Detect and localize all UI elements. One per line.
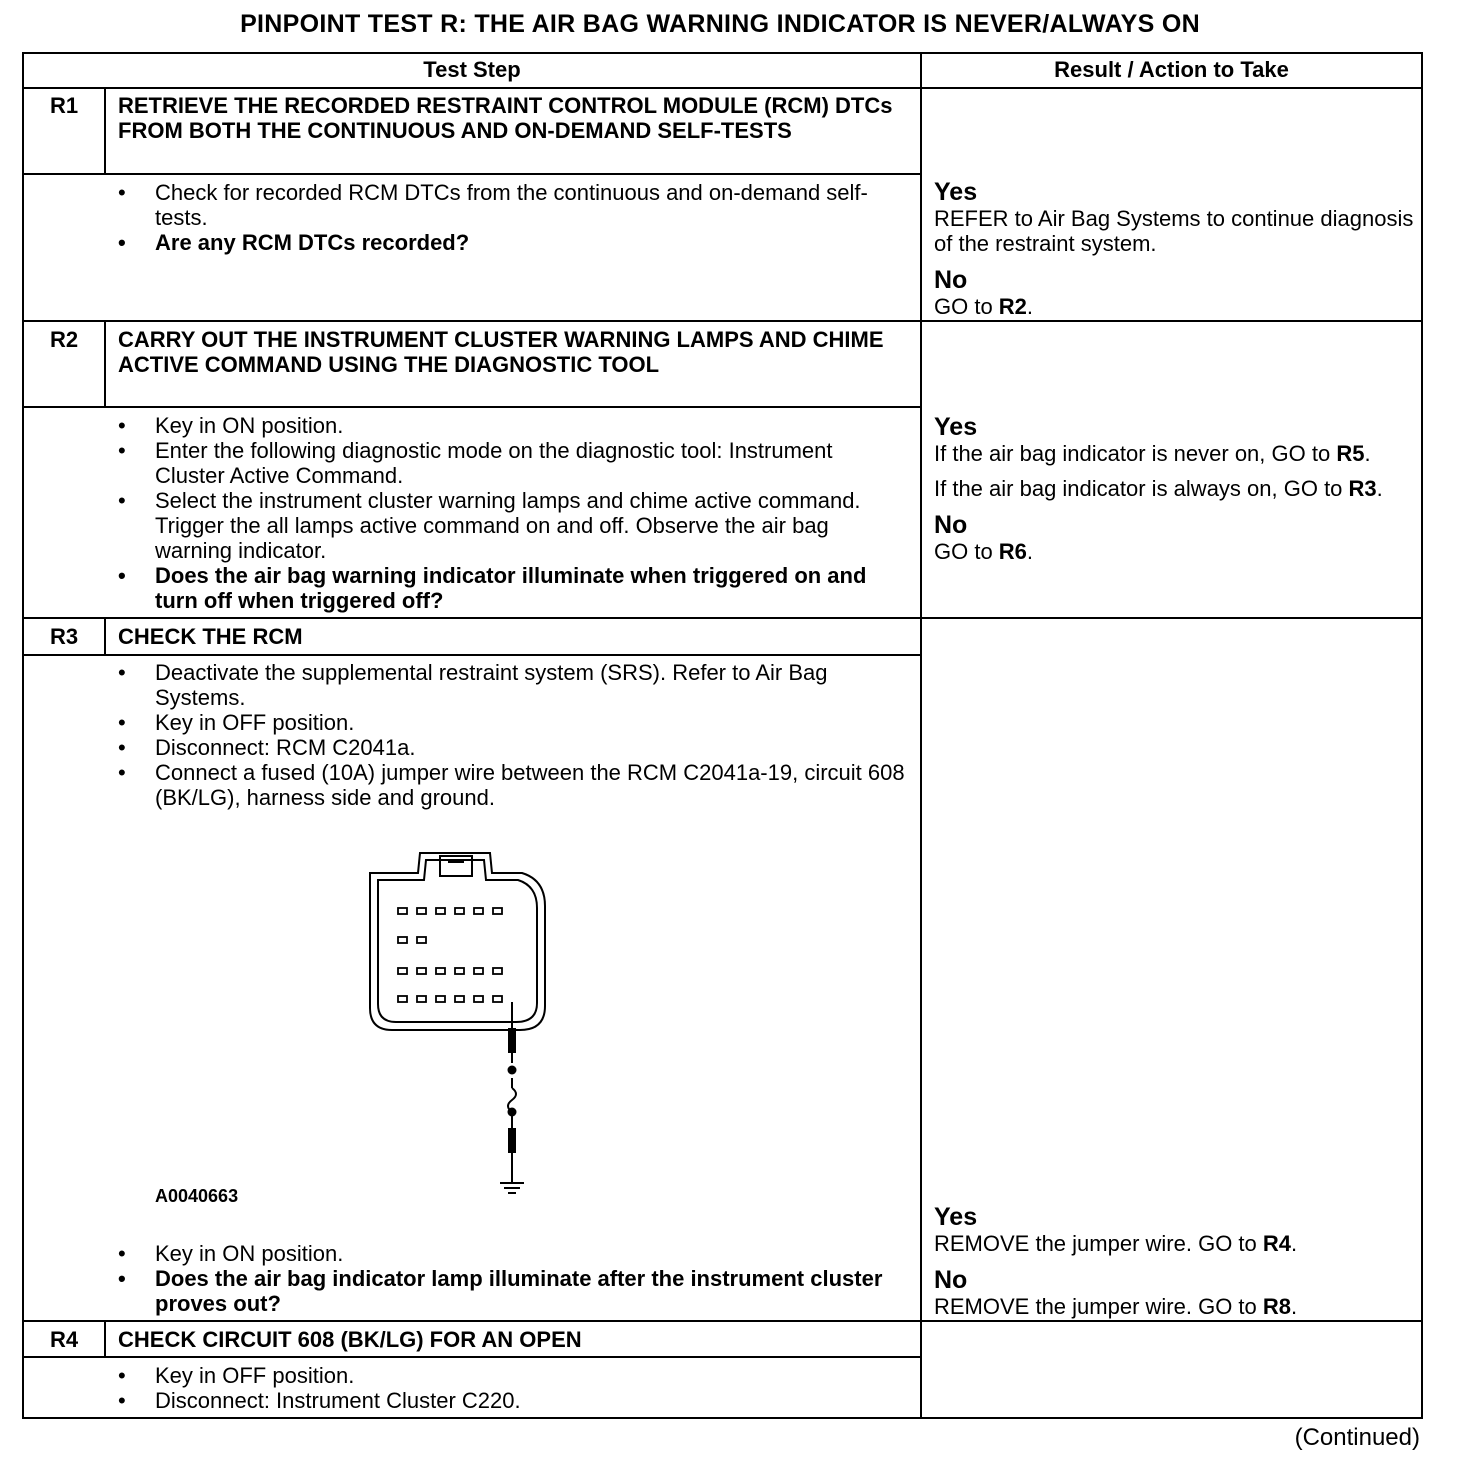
step-title-divider bbox=[22, 654, 922, 656]
step-divider bbox=[22, 1320, 1423, 1322]
step-link-r3[interactable]: R3 bbox=[1348, 476, 1377, 501]
bullet-question: • Does the air bag warning indicator illuminate when triggered on and turn off when triggered off? bbox=[118, 563, 908, 613]
bullet-item: • Key in OFF position. bbox=[118, 710, 908, 735]
bullet-item: • Key in ON position. bbox=[118, 1241, 908, 1266]
no-action: GO to R6. bbox=[934, 539, 1034, 564]
id-divider bbox=[104, 617, 106, 655]
step-title: CARRY OUT THE INSTRUMENT CLUSTER WARNING LAMPS AND CHIME ACTIVE COMMAND USING THE DIAGNOSTIC TOOL bbox=[118, 327, 884, 377]
no-action: GO to R2. bbox=[934, 294, 1034, 319]
yes-label: Yes bbox=[934, 413, 978, 441]
column-divider bbox=[920, 52, 922, 1419]
bullet-item: • Key in ON position. bbox=[118, 413, 908, 438]
step-bullets-2 bbox=[118, 1241, 908, 1316]
no-action: REMOVE the jumper wire. GO to R8. bbox=[934, 1294, 1298, 1319]
bullet-item: • Disconnect: Instrument Cluster C220. bbox=[118, 1388, 908, 1413]
step-title-divider bbox=[22, 1356, 922, 1358]
step-title-divider bbox=[22, 173, 922, 175]
yes-action-1: If the air bag indicator is never on, GO to R5. bbox=[934, 441, 1371, 466]
page-title: PINPOINT TEST R: THE AIR BAG WARNING INDICATOR IS NEVER/ALWAYS ON bbox=[240, 10, 1200, 38]
step-bullets bbox=[118, 1363, 908, 1413]
step-id: R2 bbox=[49, 327, 79, 352]
step-link-r4[interactable]: R4 bbox=[1262, 1231, 1291, 1256]
bullet-item: • Enter the following diagnostic mode on the diagnostic tool: Instrument Cluster Active Command. bbox=[118, 438, 908, 488]
no-label: No bbox=[934, 511, 968, 539]
id-divider bbox=[104, 87, 106, 174]
header-result: Result / Action to Take bbox=[1054, 57, 1289, 82]
step-result bbox=[934, 1203, 1419, 1319]
step-divider bbox=[22, 320, 1423, 322]
step-result bbox=[934, 413, 1419, 564]
step-title-divider bbox=[22, 406, 922, 408]
step-divider bbox=[22, 617, 1423, 619]
step-link-r2[interactable]: R2 bbox=[998, 294, 1027, 319]
no-label: No bbox=[934, 266, 968, 294]
connector-jumper-diagram bbox=[340, 848, 570, 1203]
step-id: R1 bbox=[49, 93, 79, 118]
header-divider bbox=[22, 87, 1423, 89]
step-bullets bbox=[118, 413, 908, 613]
yes-action: REFER to Air Bag Systems to continue diagnosis of the restraint system. bbox=[934, 206, 1414, 256]
bullet-question: • Does the air bag indicator lamp illuminate after the instrument cluster proves out? bbox=[118, 1266, 908, 1316]
bullet-item: • Disconnect: RCM C2041a. bbox=[118, 735, 908, 760]
header-test-step: Test Step bbox=[423, 57, 521, 82]
step-id: R3 bbox=[49, 624, 79, 649]
continued-note: (Continued) bbox=[1294, 1424, 1420, 1451]
id-divider bbox=[104, 1320, 106, 1358]
step-id: R4 bbox=[49, 1327, 79, 1352]
bullet-item: • Select the instrument cluster warning lamps and chime active command. Trigger the all lamps active command on and off. Observe the air bag warning indicator. bbox=[118, 488, 908, 563]
step-bullets bbox=[118, 180, 908, 255]
yes-action: REMOVE the jumper wire. GO to R4. bbox=[934, 1231, 1298, 1256]
bullet-question: • Are any RCM DTCs recorded? bbox=[118, 230, 908, 255]
bullet-item: • Check for recorded RCM DTCs from the continuous and on-demand self-tests. bbox=[118, 180, 908, 230]
yes-label: Yes bbox=[934, 178, 978, 206]
step-link-r6[interactable]: R6 bbox=[998, 539, 1027, 564]
step-title: CHECK THE RCM bbox=[118, 624, 303, 649]
bullet-item: • Key in OFF position. bbox=[118, 1363, 908, 1388]
step-title: CHECK CIRCUIT 608 (BK/LG) FOR AN OPEN bbox=[118, 1327, 582, 1352]
no-label: No bbox=[934, 1266, 968, 1294]
step-result bbox=[934, 178, 1419, 319]
figure-label: A0040663 bbox=[155, 1186, 239, 1206]
step-link-r8[interactable]: R8 bbox=[1262, 1294, 1291, 1319]
step-title: RETRIEVE THE RECORDED RESTRAINT CONTROL MODULE (RCM) DTCs FROM BOTH THE CONTINUOUS AND ON-DEMAND SELF-TESTS bbox=[118, 93, 893, 143]
id-divider bbox=[104, 320, 106, 408]
bullet-item: • Deactivate the supplemental restraint system (SRS). Refer to Air Bag Systems. bbox=[118, 660, 908, 710]
yes-action-2: If the air bag indicator is always on, GO to R3. bbox=[934, 476, 1383, 501]
step-bullets bbox=[118, 660, 908, 810]
step-link-r5[interactable]: R5 bbox=[1336, 441, 1365, 466]
bullet-item: • Connect a fused (10A) jumper wire between the RCM C2041a-19, circuit 608 (BK/LG), harness side and ground. bbox=[118, 760, 908, 810]
yes-label: Yes bbox=[934, 1203, 978, 1231]
